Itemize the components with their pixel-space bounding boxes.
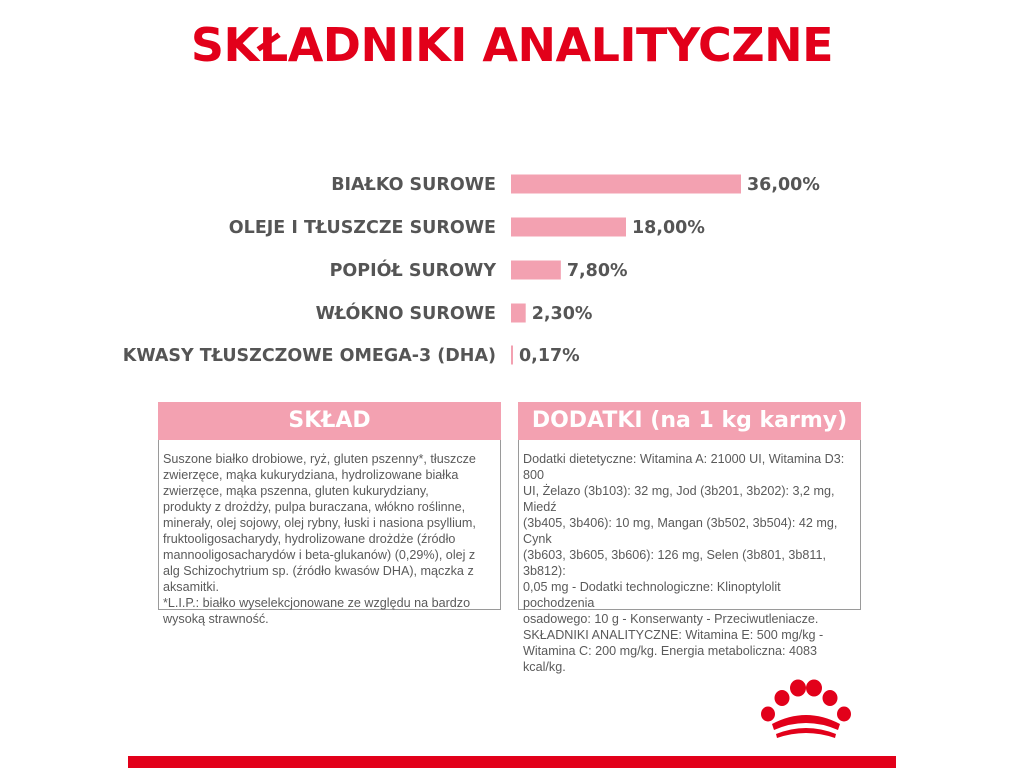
category-label: KWASY TŁUSZCZOWE OMEGA-3 (DHA)	[122, 346, 496, 366]
composition-line: fruktooligosacharydy, hydrolizowane drożdże (źródło	[163, 532, 456, 546]
composition-line: *L.I.P.: białko wyselekcjonowane ze względu na bardzo	[163, 596, 471, 610]
additives-line: Witamina C: 200 mg/kg. Energia metaboliczna: 4083 kcal/kg.	[523, 644, 818, 674]
composition-line: mannooligosacharydów i beta-glukanów) (0,29%), olej z	[163, 548, 476, 562]
additives-line: Dodatki dietetyczne: Witamina A: 21000 UI, Witamina D3: 800	[523, 452, 845, 482]
additives-line: 0,05 mg - Dodatki technologiczne: Klinoptylolit pochodzenia	[523, 580, 781, 610]
value-label: 0,17%	[519, 346, 580, 366]
value-label: 2,30%	[531, 304, 593, 324]
additives-line: SKŁADNIKI ANALITYCZNE: Witamina E: 500 mg/kg -	[523, 628, 824, 642]
composition-line: zwierzęce, mąka kukurydziana, hydrolizowane białka	[163, 468, 459, 482]
composition-line: wysoką strawność.	[163, 612, 269, 626]
additives-text	[518, 440, 861, 674]
bottom-brand-bar	[128, 756, 896, 768]
category-label: BIAŁKO SUROWE	[331, 175, 496, 195]
composition-header: SKŁAD	[158, 402, 501, 440]
additives-line: osadowego: 10 g - Konserwanty - Przeciwutleniacze.	[523, 612, 819, 626]
additives-line: UI, Żelazo (3b103): 32 mg, Jod (3b201, 3b202): 3,2 mg, Miedź	[523, 484, 835, 514]
category-label: OLEJE I TŁUSZCZE SUROWE	[228, 218, 496, 238]
composition-text	[158, 440, 501, 626]
category-label: WŁÓKNO SUROWE	[315, 304, 496, 324]
bar	[511, 346, 513, 365]
page-title: SKŁADNIKI ANALITYCZNE	[190, 18, 834, 72]
composition-line: zwierzęce, mąka pszenna, gluten kukurydziany,	[163, 484, 429, 498]
additives-line: (3b603, 3b605, 3b606): 126 mg, Selen (3b801, 3b811, 3b812):	[523, 548, 826, 578]
composition-line: produkty z drożdży, pulpa buraczana, włókno roślinne,	[163, 500, 466, 514]
value-label: 7,80%	[566, 261, 628, 281]
composition-line: Suszone białko drobiowe, ryż, gluten pszenny*, tłuszcze	[163, 452, 476, 466]
bar	[511, 218, 626, 237]
bar	[511, 304, 526, 323]
additives-line: (3b405, 3b406): 10 mg, Mangan (3b502, 3b504): 42 mg, Cynk	[523, 516, 838, 546]
value-label: 18,00%	[632, 218, 705, 238]
composition-line: alg Schizochytrium sp. (źródło kwasów DHA), mączka z	[163, 564, 474, 578]
composition-line: minerały, olej sojowy, olej rybny, łuski i nasiona psyllium,	[163, 516, 476, 530]
additives-header: DODATKI (na 1 kg karmy)	[518, 402, 861, 440]
bar	[511, 261, 561, 280]
category-label: POPIÓŁ SUROWY	[329, 261, 496, 281]
value-label: 36,00%	[747, 175, 820, 195]
composition-line: aksamitki.	[163, 580, 219, 594]
bar	[511, 175, 741, 194]
royal-canin-crown-icon	[758, 676, 854, 740]
